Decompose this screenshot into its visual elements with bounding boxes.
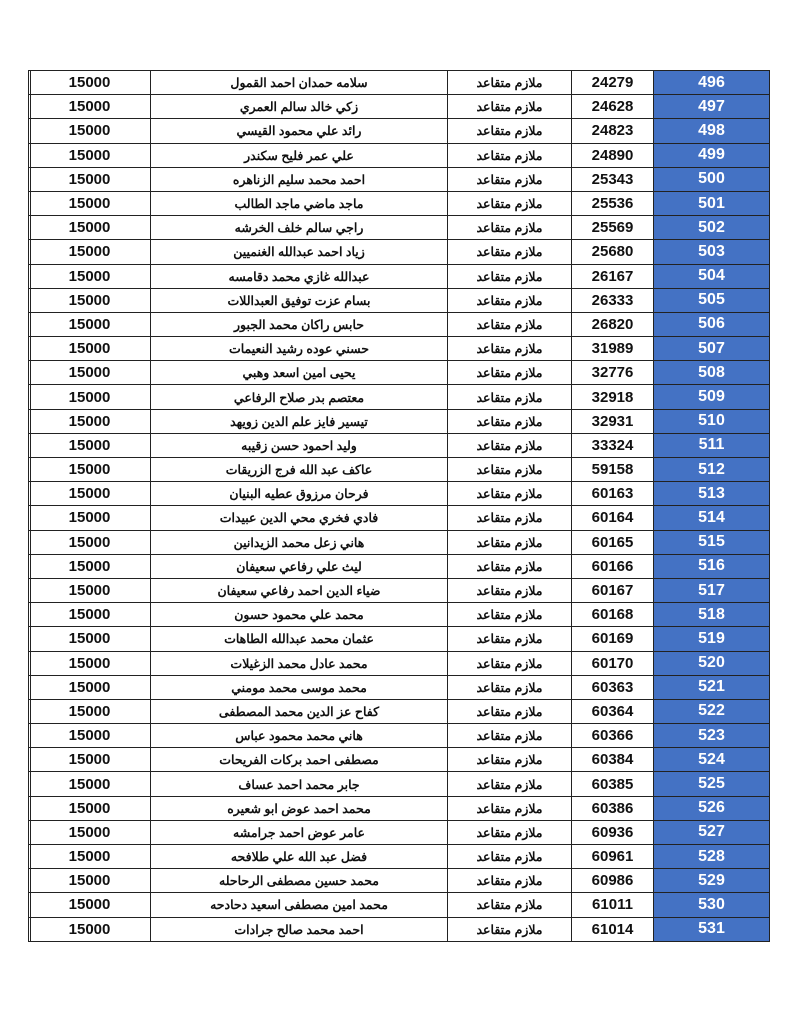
rank-cell: ملازم متقاعد bbox=[448, 288, 572, 312]
table-row bbox=[29, 143, 770, 167]
table-row bbox=[29, 240, 770, 264]
amount-cell: 15000 bbox=[29, 458, 151, 482]
table-row bbox=[29, 216, 770, 240]
amount-cell: 15000 bbox=[29, 167, 151, 191]
name-cell: هاني محمد محمود عباس bbox=[151, 724, 448, 748]
sequence-cell: 525 bbox=[654, 772, 770, 796]
amount-cell: 15000 bbox=[29, 288, 151, 312]
sequence-cell: 511 bbox=[654, 433, 770, 457]
table-row bbox=[29, 71, 770, 95]
table-row bbox=[29, 748, 770, 772]
id-number-cell: 60366 bbox=[572, 724, 654, 748]
rank-cell: ملازم متقاعد bbox=[448, 893, 572, 917]
id-number-cell: 60167 bbox=[572, 578, 654, 602]
amount-cell: 15000 bbox=[29, 651, 151, 675]
sequence-cell: 522 bbox=[654, 699, 770, 723]
name-cell: عثمان محمد عبدالله الطاهات bbox=[151, 627, 448, 651]
sequence-cell: 510 bbox=[654, 409, 770, 433]
id-number-cell: 25569 bbox=[572, 216, 654, 240]
rank-cell: ملازم متقاعد bbox=[448, 869, 572, 893]
id-number-cell: 24279 bbox=[572, 71, 654, 95]
id-number-cell: 60364 bbox=[572, 699, 654, 723]
name-cell: معتصم بدر صلاح الرفاعي bbox=[151, 385, 448, 409]
name-cell: فضل عبد الله علي طلافحه bbox=[151, 845, 448, 869]
sequence-cell: 530 bbox=[654, 893, 770, 917]
name-cell: احمد محمد سليم الزناهره bbox=[151, 167, 448, 191]
id-number-cell: 60170 bbox=[572, 651, 654, 675]
rank-cell: ملازم متقاعد bbox=[448, 699, 572, 723]
name-cell: ضياء الدين احمد رفاعي سعيفان bbox=[151, 578, 448, 602]
name-cell: راجي سالم خلف الخرشه bbox=[151, 216, 448, 240]
name-cell: محمد حسين مصطفى الرحاحله bbox=[151, 869, 448, 893]
table-row bbox=[29, 312, 770, 336]
table-row bbox=[29, 385, 770, 409]
rank-cell: ملازم متقاعد bbox=[448, 820, 572, 844]
rank-cell: ملازم متقاعد bbox=[448, 748, 572, 772]
name-cell: بسام عزت توفيق العبداللات bbox=[151, 288, 448, 312]
table-row bbox=[29, 796, 770, 820]
amount-cell: 15000 bbox=[29, 578, 151, 602]
name-cell: محمد عادل محمد الزغيلات bbox=[151, 651, 448, 675]
rank-cell: ملازم متقاعد bbox=[448, 312, 572, 336]
sequence-cell: 505 bbox=[654, 288, 770, 312]
sequence-cell: 517 bbox=[654, 578, 770, 602]
amount-cell: 15000 bbox=[29, 869, 151, 893]
amount-cell: 15000 bbox=[29, 554, 151, 578]
name-cell: حسني عوده رشيد النعيمات bbox=[151, 337, 448, 361]
sequence-cell: 508 bbox=[654, 361, 770, 385]
amount-cell: 15000 bbox=[29, 603, 151, 627]
name-cell: ماجد ماضي ماجد الطالب bbox=[151, 191, 448, 215]
name-cell: عامر عوض احمد جرامشه bbox=[151, 820, 448, 844]
id-number-cell: 25343 bbox=[572, 167, 654, 191]
name-cell: هاني زعل محمد الزيدانين bbox=[151, 530, 448, 554]
table-row bbox=[29, 603, 770, 627]
rank-cell: ملازم متقاعد bbox=[448, 385, 572, 409]
amount-cell: 15000 bbox=[29, 627, 151, 651]
sequence-cell: 514 bbox=[654, 506, 770, 530]
name-cell: محمد علي محمود حسون bbox=[151, 603, 448, 627]
sequence-cell: 523 bbox=[654, 724, 770, 748]
name-cell: ليث علي رفاعي سعيفان bbox=[151, 554, 448, 578]
rank-cell: ملازم متقاعد bbox=[448, 917, 572, 941]
id-number-cell: 26167 bbox=[572, 264, 654, 288]
sequence-cell: 527 bbox=[654, 820, 770, 844]
rank-cell: ملازم متقاعد bbox=[448, 482, 572, 506]
name-cell: رائد علي محمود القيسي bbox=[151, 119, 448, 143]
table-row bbox=[29, 506, 770, 530]
id-number-cell: 61014 bbox=[572, 917, 654, 941]
sequence-cell: 501 bbox=[654, 191, 770, 215]
amount-cell: 15000 bbox=[29, 191, 151, 215]
rank-cell: ملازم متقاعد bbox=[448, 458, 572, 482]
table-row bbox=[29, 893, 770, 917]
name-cell: يحيى امين اسعد وهبي bbox=[151, 361, 448, 385]
name-cell: عبدالله غازي محمد دقامسه bbox=[151, 264, 448, 288]
table-row bbox=[29, 409, 770, 433]
sequence-cell: 513 bbox=[654, 482, 770, 506]
id-number-cell: 60386 bbox=[572, 796, 654, 820]
amount-cell: 15000 bbox=[29, 820, 151, 844]
amount-cell: 15000 bbox=[29, 312, 151, 336]
amount-cell: 15000 bbox=[29, 530, 151, 554]
table-row bbox=[29, 772, 770, 796]
sequence-cell: 526 bbox=[654, 796, 770, 820]
name-cell: زياد احمد عبدالله الغنميين bbox=[151, 240, 448, 264]
roster-sheet bbox=[28, 70, 766, 942]
amount-cell: 15000 bbox=[29, 845, 151, 869]
id-number-cell: 32918 bbox=[572, 385, 654, 409]
id-number-cell: 60961 bbox=[572, 845, 654, 869]
amount-cell: 15000 bbox=[29, 409, 151, 433]
table-row bbox=[29, 820, 770, 844]
name-cell: جابر محمد احمد عساف bbox=[151, 772, 448, 796]
amount-cell: 15000 bbox=[29, 675, 151, 699]
amount-cell: 15000 bbox=[29, 748, 151, 772]
sequence-cell: 502 bbox=[654, 216, 770, 240]
table-row bbox=[29, 119, 770, 143]
amount-cell: 15000 bbox=[29, 240, 151, 264]
table-row bbox=[29, 699, 770, 723]
id-number-cell: 32931 bbox=[572, 409, 654, 433]
sequence-cell: 496 bbox=[654, 71, 770, 95]
rank-cell: ملازم متقاعد bbox=[448, 651, 572, 675]
id-number-cell: 26333 bbox=[572, 288, 654, 312]
name-cell: تيسير فايز علم الدين زويهد bbox=[151, 409, 448, 433]
id-number-cell: 32776 bbox=[572, 361, 654, 385]
id-number-cell: 60163 bbox=[572, 482, 654, 506]
table-row bbox=[29, 337, 770, 361]
amount-cell: 15000 bbox=[29, 917, 151, 941]
table-row bbox=[29, 845, 770, 869]
rank-cell: ملازم متقاعد bbox=[448, 143, 572, 167]
name-cell: محمد موسى محمد مومني bbox=[151, 675, 448, 699]
table-row bbox=[29, 675, 770, 699]
sequence-cell: 509 bbox=[654, 385, 770, 409]
sequence-cell: 524 bbox=[654, 748, 770, 772]
rank-cell: ملازم متقاعد bbox=[448, 506, 572, 530]
sequence-cell: 516 bbox=[654, 554, 770, 578]
id-number-cell: 26820 bbox=[572, 312, 654, 336]
id-number-cell: 60169 bbox=[572, 627, 654, 651]
sequence-cell: 515 bbox=[654, 530, 770, 554]
table-row bbox=[29, 433, 770, 457]
name-cell: فادي فخري محي الدين عبيدات bbox=[151, 506, 448, 530]
rank-cell: ملازم متقاعد bbox=[448, 554, 572, 578]
amount-cell: 15000 bbox=[29, 264, 151, 288]
name-cell: حابس راكان محمد الجبور bbox=[151, 312, 448, 336]
id-number-cell: 24890 bbox=[572, 143, 654, 167]
id-number-cell: 24628 bbox=[572, 95, 654, 119]
name-cell: علي عمر فليح سكندر bbox=[151, 143, 448, 167]
rank-cell: ملازم متقاعد bbox=[448, 627, 572, 651]
table-row bbox=[29, 95, 770, 119]
rank-cell: ملازم متقاعد bbox=[448, 95, 572, 119]
table-row bbox=[29, 264, 770, 288]
amount-cell: 15000 bbox=[29, 699, 151, 723]
id-number-cell: 59158 bbox=[572, 458, 654, 482]
rank-cell: ملازم متقاعد bbox=[448, 433, 572, 457]
sequence-cell: 520 bbox=[654, 651, 770, 675]
rank-cell: ملازم متقاعد bbox=[448, 167, 572, 191]
table-row bbox=[29, 191, 770, 215]
rank-cell: ملازم متقاعد bbox=[448, 675, 572, 699]
rank-cell: ملازم متقاعد bbox=[448, 772, 572, 796]
id-number-cell: 60936 bbox=[572, 820, 654, 844]
sequence-cell: 512 bbox=[654, 458, 770, 482]
id-number-cell: 31989 bbox=[572, 337, 654, 361]
id-number-cell: 60385 bbox=[572, 772, 654, 796]
table-row bbox=[29, 651, 770, 675]
amount-cell: 15000 bbox=[29, 724, 151, 748]
table-row bbox=[29, 627, 770, 651]
amount-cell: 15000 bbox=[29, 482, 151, 506]
table-row bbox=[29, 530, 770, 554]
rank-cell: ملازم متقاعد bbox=[448, 119, 572, 143]
sequence-cell: 531 bbox=[654, 917, 770, 941]
id-number-cell: 24823 bbox=[572, 119, 654, 143]
table-row bbox=[29, 917, 770, 941]
name-cell: مصطفى احمد بركات الفريحات bbox=[151, 748, 448, 772]
rank-cell: ملازم متقاعد bbox=[448, 530, 572, 554]
amount-cell: 15000 bbox=[29, 772, 151, 796]
sequence-cell: 519 bbox=[654, 627, 770, 651]
table-row bbox=[29, 288, 770, 312]
amount-cell: 15000 bbox=[29, 216, 151, 240]
id-number-cell: 60384 bbox=[572, 748, 654, 772]
amount-cell: 15000 bbox=[29, 337, 151, 361]
roster-table bbox=[28, 70, 770, 942]
name-cell: وليد احمود حسن زقيبه bbox=[151, 433, 448, 457]
table-row bbox=[29, 458, 770, 482]
rank-cell: ملازم متقاعد bbox=[448, 603, 572, 627]
amount-cell: 15000 bbox=[29, 143, 151, 167]
table-row bbox=[29, 361, 770, 385]
name-cell: عاكف عبد الله فرج الزريقات bbox=[151, 458, 448, 482]
name-cell: فرحان مرزوق عطيه البنيان bbox=[151, 482, 448, 506]
sequence-cell: 528 bbox=[654, 845, 770, 869]
id-number-cell: 60363 bbox=[572, 675, 654, 699]
rank-cell: ملازم متقاعد bbox=[448, 71, 572, 95]
id-number-cell: 25536 bbox=[572, 191, 654, 215]
amount-cell: 15000 bbox=[29, 361, 151, 385]
name-cell: محمد احمد عوض ابو شعيره bbox=[151, 796, 448, 820]
name-cell: كفاح عز الدين محمد المصطفى bbox=[151, 699, 448, 723]
table-row bbox=[29, 869, 770, 893]
rank-cell: ملازم متقاعد bbox=[448, 191, 572, 215]
table-row bbox=[29, 167, 770, 191]
rank-cell: ملازم متقاعد bbox=[448, 216, 572, 240]
sequence-cell: 518 bbox=[654, 603, 770, 627]
table-row bbox=[29, 554, 770, 578]
sequence-cell: 500 bbox=[654, 167, 770, 191]
rank-cell: ملازم متقاعد bbox=[448, 724, 572, 748]
rank-cell: ملازم متقاعد bbox=[448, 264, 572, 288]
sequence-cell: 504 bbox=[654, 264, 770, 288]
rank-cell: ملازم متقاعد bbox=[448, 578, 572, 602]
amount-cell: 15000 bbox=[29, 95, 151, 119]
amount-cell: 15000 bbox=[29, 893, 151, 917]
sequence-cell: 499 bbox=[654, 143, 770, 167]
name-cell: سلامه حمدان احمد القمول bbox=[151, 71, 448, 95]
id-number-cell: 60165 bbox=[572, 530, 654, 554]
sequence-cell: 506 bbox=[654, 312, 770, 336]
amount-cell: 15000 bbox=[29, 71, 151, 95]
sequence-cell: 503 bbox=[654, 240, 770, 264]
id-number-cell: 61011 bbox=[572, 893, 654, 917]
amount-cell: 15000 bbox=[29, 433, 151, 457]
rank-cell: ملازم متقاعد bbox=[448, 796, 572, 820]
amount-cell: 15000 bbox=[29, 385, 151, 409]
amount-cell: 15000 bbox=[29, 506, 151, 530]
table-row bbox=[29, 578, 770, 602]
sequence-cell: 497 bbox=[654, 95, 770, 119]
id-number-cell: 60164 bbox=[572, 506, 654, 530]
table-row bbox=[29, 724, 770, 748]
name-cell: احمد محمد صالح جرادات bbox=[151, 917, 448, 941]
rank-cell: ملازم متقاعد bbox=[448, 337, 572, 361]
sequence-cell: 498 bbox=[654, 119, 770, 143]
table-row bbox=[29, 482, 770, 506]
id-number-cell: 25680 bbox=[572, 240, 654, 264]
id-number-cell: 60986 bbox=[572, 869, 654, 893]
name-cell: محمد امين مصطفى اسعيد دحادحه bbox=[151, 893, 448, 917]
amount-cell: 15000 bbox=[29, 119, 151, 143]
id-number-cell: 33324 bbox=[572, 433, 654, 457]
id-number-cell: 60166 bbox=[572, 554, 654, 578]
roster-body bbox=[29, 71, 770, 942]
rank-cell: ملازم متقاعد bbox=[448, 409, 572, 433]
sequence-cell: 521 bbox=[654, 675, 770, 699]
name-cell: زكي خالد سالم العمري bbox=[151, 95, 448, 119]
sequence-cell: 529 bbox=[654, 869, 770, 893]
rank-cell: ملازم متقاعد bbox=[448, 240, 572, 264]
sequence-cell: 507 bbox=[654, 337, 770, 361]
id-number-cell: 60168 bbox=[572, 603, 654, 627]
amount-cell: 15000 bbox=[29, 796, 151, 820]
rank-cell: ملازم متقاعد bbox=[448, 361, 572, 385]
rank-cell: ملازم متقاعد bbox=[448, 845, 572, 869]
